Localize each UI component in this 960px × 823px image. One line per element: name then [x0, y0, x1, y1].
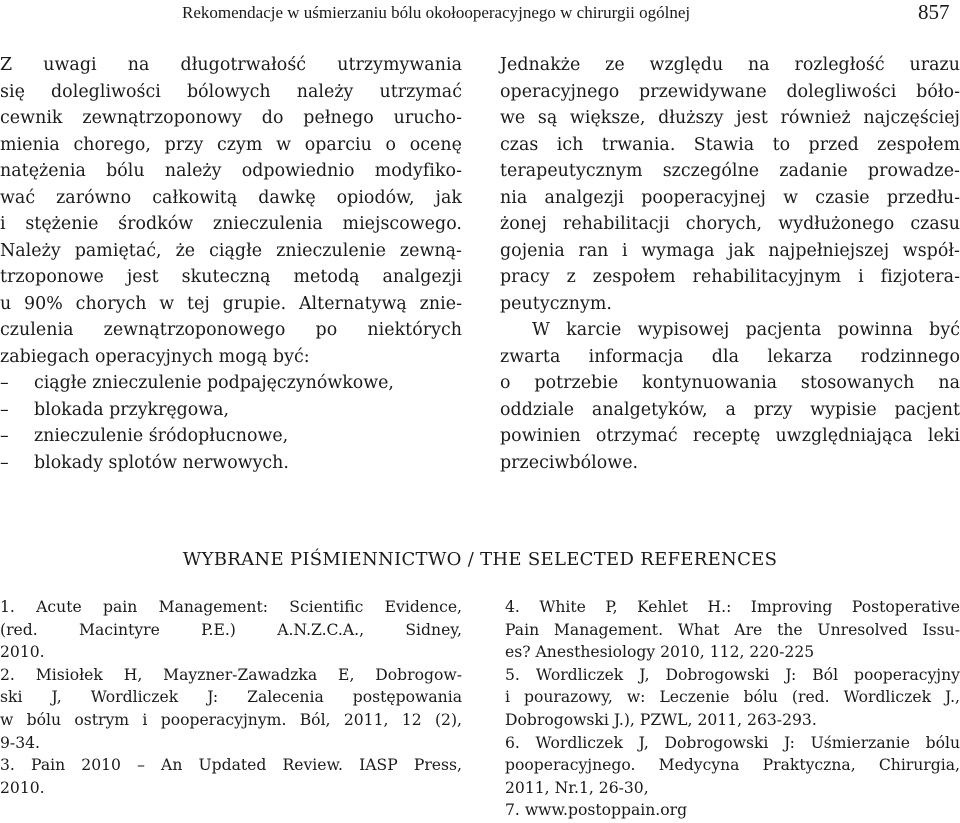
paragraph: [500, 52, 960, 317]
list-item-text: blokady splotów nerwowych.: [34, 452, 289, 473]
running-title: Rekomendacje w uśmierzaniu bólu okołooperacyjnego w chirurgii ogólnej: [182, 3, 691, 22]
body-text-line: cewnik zewnątrzoponowy do pełnego urucho-: [0, 108, 462, 128]
body-text-line: pracy z zespołem rehabilitacyjnym i fizjotera-: [500, 267, 960, 287]
references-list-right: [505, 596, 960, 822]
reference-line: es? Anesthesiology 2010, 112, 220-225: [505, 643, 815, 662]
right-column: [500, 52, 960, 476]
list-dash: –: [0, 373, 9, 393]
reference-line: 2. Misiołek H, Mayzner-Zawadzka E, Dobrogow-: [0, 665, 462, 684]
list-dash: –: [0, 426, 9, 446]
body-text-line: czulenia zewnątrzoponowego po niektórych: [0, 320, 462, 340]
list-item: [0, 370, 462, 397]
reference-line: 6. Wordliczek J, Dobrogowski J: Uśmierzanie bólu: [505, 733, 960, 752]
reference-line: Dobrogowski J.), PZWL, 2011, 263-293.: [505, 710, 817, 729]
body-text-line: we są większe, dłuższy jest również najczęściej: [500, 108, 960, 128]
reference-line: ski J, Wordliczek J: Zalecenia postępowania: [0, 688, 462, 707]
body-text-line: Jednakże ze względu na rozległość urazu: [500, 55, 960, 75]
body-text-line: zabiegach operacyjnych mogą być:: [0, 346, 310, 367]
list-dash: –: [0, 452, 9, 473]
references-list-left: [0, 596, 462, 799]
page-number: 857: [918, 0, 950, 24]
body-text-line: terapeutycznym szczególne zadanie prowadze-: [500, 161, 960, 181]
body-text-line: trzoponowe jest skuteczną metodą analgezji: [0, 267, 462, 287]
body-text-line: peutycznym.: [500, 293, 612, 314]
list-item: [0, 423, 462, 450]
left-column: [0, 52, 462, 476]
body-text-line: operacyjnego przewidywane dolegliwości bóło-: [500, 81, 960, 102]
body-text-line: Z uwagi na długotrwałość utrzymywania: [0, 55, 462, 75]
reference-line: i pourazowy, w: Leczenie bólu (red. Wordliczek J.,: [505, 688, 960, 707]
reference-line: 1. Acute pain Management: Scientific Evidence,: [0, 598, 462, 616]
reference-line: 3. Pain 2010 – An Updated Review. IASP Press,: [0, 756, 462, 775]
body-text-line: mienia chorego, przy czym w oparciu o ocenę: [0, 134, 462, 155]
body-text-line: żonej rehabilitacji chorych, wydłużonego czasu: [500, 214, 960, 234]
reference-line: w bólu ostrym i pooperacyjnym. Ból, 2011, 12 (2),: [0, 710, 462, 729]
body-text-line: się dolegliwości bólowych należy utrzymać: [0, 81, 462, 102]
reference-line: 2010.: [0, 643, 45, 662]
body-text-line: o potrzebie kontynuowania stosowanych na: [500, 373, 960, 393]
reference-line: 2010.: [0, 778, 45, 797]
list-dash: –: [0, 399, 9, 420]
body-text-line: u 90% chorych w tej grupie. Alternatywą znie-: [0, 293, 462, 314]
body-text-line: wać zarówno całkowitą dawkę opiodów, jak: [0, 187, 462, 208]
references-heading: WYBRANE PIŚMIENNICTWO / THE SELECTED REFERENCES: [182, 549, 778, 570]
body-text-line: W karcie wypisowej pacjenta powinna być: [532, 320, 960, 340]
list-item: [0, 450, 462, 477]
reference-line: 4. White P, Kehlet H.: Improving Postoperative: [505, 598, 960, 616]
reference-line: pooperacyjnego. Medycyna Praktyczna, Chirurgia,: [505, 756, 960, 775]
body-text-line: Należy pamiętać, że ciągłe znieczulenie zewną-: [0, 240, 462, 261]
body-text-line: przeciwbólowe.: [500, 452, 639, 473]
body-text-line: gojenia ran i wymaga jak najpełniejszej współ-: [500, 240, 960, 261]
list-item-text: blokada przykręgowa,: [34, 399, 230, 420]
body-text-line: powinien otrzymać receptę uwzględniająca leki: [500, 426, 960, 446]
list-item: [0, 397, 462, 424]
body-text-line: i stężenie środków znieczulenia miejscowego.: [0, 214, 462, 234]
body-text-line: oddziale analgetyków, a przy wypisie pacjent: [500, 399, 960, 420]
reference-line: Pain Management. What Are the Unresolved Issu-: [505, 620, 960, 639]
reference-line: 7. www.postoppain.org: [505, 801, 688, 820]
reference-line: 2011, Nr.1, 26-30,: [505, 778, 649, 797]
list-item-text: ciągłe znieczulenie podpajęczynówkowe,: [34, 373, 394, 393]
list-item-text: znieczulenie śródopłucnowe,: [34, 426, 289, 446]
alternatives-list: [0, 370, 462, 476]
reference-line: (red. Macintyre P.E.) A.N.Z.C.A., Sidney,: [0, 620, 462, 639]
paragraph: [500, 317, 960, 476]
body-text-line: zwarta informacja dla lekarza rodzinnego: [500, 346, 960, 367]
body-text-line: natężenia bólu należy odpowiednio modyfiko-: [0, 161, 462, 181]
reference-line: 9-34.: [0, 733, 40, 752]
body-text-line: czas ich trwania. Stawia to przed zespołem: [500, 134, 960, 155]
reference-line: 5. Wordliczek J, Dobrogowski J: Ból pooperacyjny: [505, 665, 960, 684]
body-text-line: nia analgezji pooperacyjnej w czasie przedłu-: [500, 187, 960, 208]
